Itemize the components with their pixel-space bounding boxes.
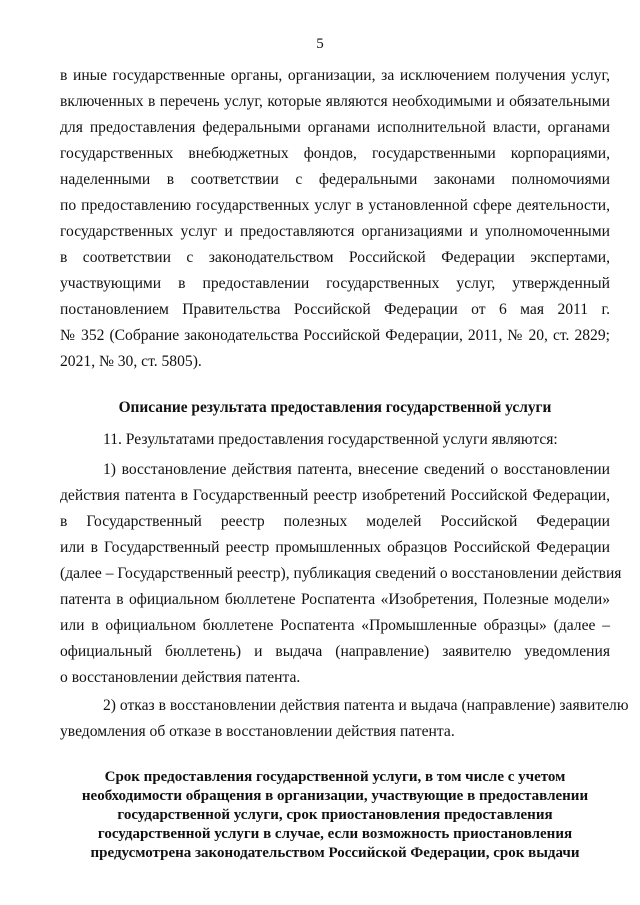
item-1-line: действия патента в Государственный реестр изобретений Российской Федерации,: [60, 487, 610, 504]
item-1-line: (далее – Государственный реестр), публикация сведений о восстановлении действия: [60, 565, 622, 582]
paragraph-line: участвующими в предоставлении государственных услуг, утвержденный: [60, 275, 610, 292]
item-2-line: 2) отказ в восстановлении действия патента и выдача (направление) заявителю: [103, 697, 629, 714]
paragraph-line: по предоставлению государственных услуг в установленной сфере деятельности,: [60, 197, 610, 214]
paragraph-line: № 352 (Собрание законодательства Российской Федерации, 2011, № 20, ст. 2829;: [60, 327, 610, 344]
heading-line: Срок предоставления государственной услуги, в том числе с учетом: [104, 769, 566, 785]
paragraph-line: для предоставления федеральными органами исполнительной власти, органами: [60, 119, 610, 136]
item-1-line: или в официальном бюллетене Роспатента «Промышленные образцы» (далее –: [60, 617, 610, 634]
item-2-line: уведомления об отказе в восстановлении действия патента.: [60, 723, 455, 740]
heading-line: необходимости обращения в организации, участвующие в предоставлении: [81, 788, 589, 804]
paragraph-line: включенных в перечень услуг, которые являются необходимыми и обязательными: [60, 93, 610, 110]
paragraph-line: наделенными в соответствии с федеральными законами полномочиями: [60, 171, 610, 188]
page-number: 5: [316, 36, 324, 52]
item-1-line: 1) восстановление действия патента, внесение сведений о восстановлении: [103, 461, 610, 478]
paragraph-line: в соответствии с законодательством Российской Федерации экспертами,: [60, 249, 610, 266]
heading-line: государственной услуги, срок приостановления предоставления: [117, 807, 553, 823]
clause-intro: 11. Результатами предоставления государственной услуги являются:: [103, 431, 558, 448]
paragraph-line: в иные государственные органы, организации, за исключением получения услуг,: [60, 67, 610, 84]
item-1-line: официальный бюллетень) и выдача (направление) заявителю уведомления: [60, 643, 610, 660]
item-1-line: в Государственный реестр полезных моделей Российской Федерации: [60, 513, 610, 530]
paragraph-line: государственных услуг и предоставляются организациями и уполномоченными: [60, 223, 610, 240]
item-1-line: о восстановлении действия патента.: [60, 669, 301, 686]
section-heading: Описание результата предоставления государственной услуги: [118, 399, 552, 416]
paragraph-line: постановлением Правительства Российской Федерации от 6 мая 2011 г.: [60, 301, 610, 318]
heading-line: государственной услуги в случае, если возможность приостановления: [97, 826, 573, 842]
item-1-line: патента в официальном бюллетене Роспатента «Изобретения, Полезные модели»: [60, 591, 610, 608]
paragraph-line: 2021, № 30, ст. 5805).: [60, 353, 202, 370]
heading-line: предусмотрена законодательством Российской Федерации, срок выдачи: [90, 845, 580, 861]
paragraph-line: государственных внебюджетных фондов, государственными корпорациями,: [60, 145, 610, 162]
item-1-line: или в Государственный реестр промышленных образцов Российской Федерации: [60, 539, 610, 556]
